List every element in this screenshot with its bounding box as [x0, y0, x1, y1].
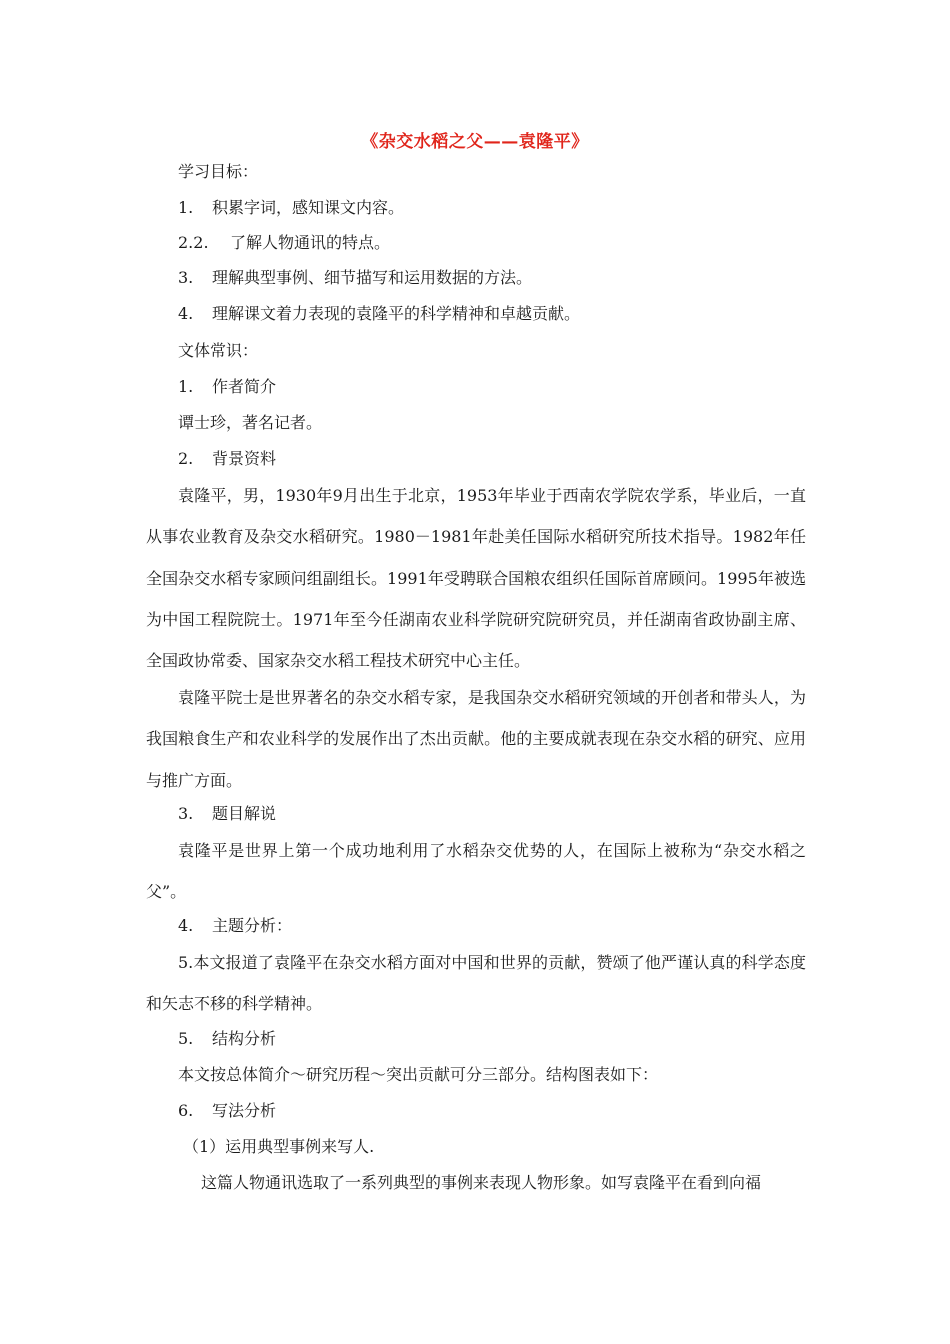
writing-text: 这篇人物通讯选取了一系列典型的事例来表现人物形象。如写袁隆平在看到向福 [201, 1173, 762, 1192]
section-title: 题目解说 [212, 804, 277, 823]
goal-text: 积累字词，感知课文内容。 [212, 198, 405, 217]
section-title: 主题分析： [212, 916, 293, 935]
goal-item [178, 304, 580, 324]
goal-item [178, 233, 390, 253]
goal-number: 4. [178, 304, 194, 323]
section-number: 1. [178, 377, 194, 396]
goal-number: 3. [178, 268, 194, 287]
section-number: 3. [178, 804, 194, 823]
section-number: 5. [178, 1029, 194, 1048]
writing-heading [178, 1101, 276, 1121]
background-paragraph-1: 袁隆平，男，1930年9月出生于北京，1953年毕业于西南农学院农学系，毕业后，一直从事农业教育及杂交水稻研究。1980－1981年赴美任国际水稻研究所技术指导。1982年任全国杂交水稻专家顾问组副组长。1991年受聘联合国粮农组织任国际首席顾问。1995年被选为中国工程院院士。1971年至今任湖南农业科学院研究院研究员，并任湖南省政协副主席、全国政协常委、国家杂交水稻工程技术研究中心主任。 [146, 486, 806, 671]
goal-text: 了解人物通讯的特点。 [230, 233, 391, 252]
section-number: 2. [178, 449, 194, 468]
goal-number: 2.2. [178, 233, 209, 252]
structure-text: 本文按总体简介～研究历程～突出贡献可分三部分。结构图表如下： [178, 1065, 659, 1084]
section-title: 背景资料 [212, 449, 277, 468]
writing-subheading: （1）运用典型事例来写人. [183, 1137, 375, 1156]
author-text: 谭士珍，著名记者。 [178, 413, 323, 432]
document-title: 《杂交水稻之父——袁隆平》 [361, 132, 589, 152]
title-explanation-heading [178, 804, 276, 824]
section-title: 作者简介 [212, 377, 277, 396]
style-heading: 文体常识： [178, 341, 259, 360]
structure-heading [178, 1029, 276, 1049]
author-heading [178, 377, 276, 397]
title-explanation-paragraph: 袁隆平是世界上第一个成功地利用了水稻杂交优势的人，在国际上被称为“杂交水稻之父”。 [146, 841, 806, 902]
section-number: 4. [178, 916, 194, 935]
section-number: 6. [178, 1101, 194, 1120]
section-title: 写法分析 [212, 1101, 277, 1120]
goal-text: 理解课文着力表现的袁隆平的科学精神和卓越贡献。 [212, 304, 581, 323]
theme-heading [178, 916, 292, 936]
goal-item [178, 198, 404, 218]
goals-heading: 学习目标： [178, 162, 259, 181]
goal-text: 理解典型事例、细节描写和运用数据的方法。 [212, 268, 533, 287]
goal-item [178, 268, 532, 288]
background-heading [178, 449, 276, 469]
section-title: 结构分析 [212, 1029, 277, 1048]
theme-paragraph: 5.本文报道了袁隆平在杂交水稻方面对中国和世界的贡献，赞颂了他严谨认真的科学态度和矢志不移的科学精神。 [146, 953, 806, 1014]
background-paragraph-2: 袁隆平院士是世界著名的杂交水稻专家，是我国杂交水稻研究领域的开创者和带头人，为我国粮食生产和农业科学的发展作出了杰出贡献。他的主要成就表现在杂交水稻的研究、应用与推广方面。 [146, 688, 806, 790]
goal-number: 1. [178, 198, 194, 217]
